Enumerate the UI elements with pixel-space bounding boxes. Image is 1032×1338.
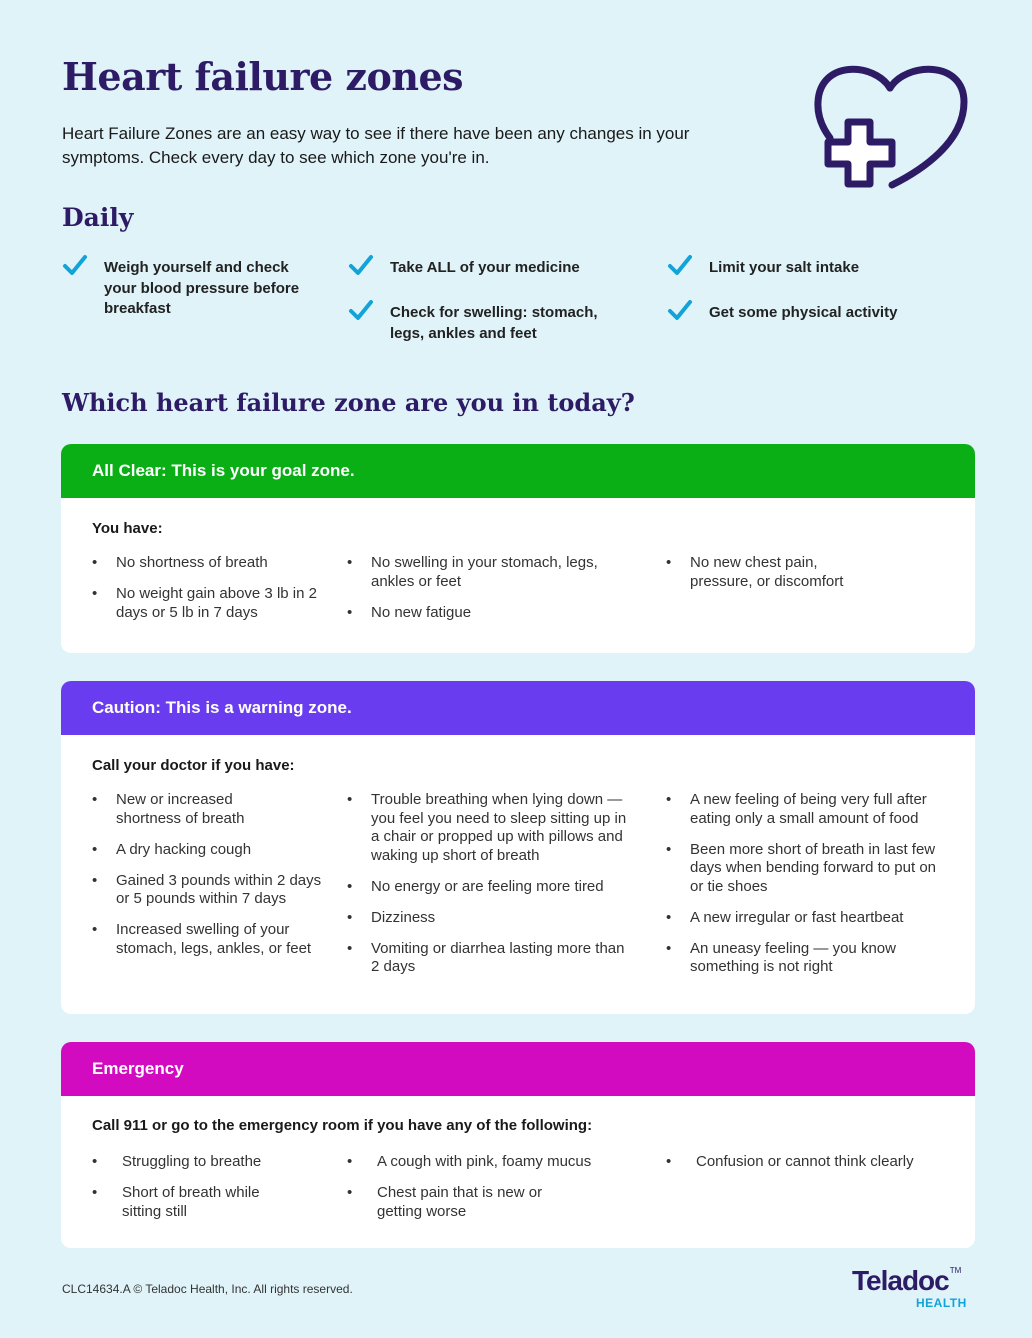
list-item: • Confusion or cannot think clearly <box>666 1153 956 1172</box>
zone-column <box>92 1153 302 1234</box>
list-item: • Dizziness <box>347 909 627 928</box>
checkmark-icon <box>348 299 374 321</box>
daily-item-activity <box>667 303 897 324</box>
zone-column <box>347 791 627 989</box>
list-item: • An uneasy feeling — you know something is not right <box>666 940 916 977</box>
checkmark-icon <box>62 254 88 276</box>
list-item: • Increased swelling of your stomach, legs, ankles, or feet <box>92 921 317 958</box>
list-item: • No energy or are feeling more tired <box>347 878 627 897</box>
list-item: • Chest pain that is new or getting worse <box>347 1184 547 1221</box>
daily-item-label: Take ALL of your medicine <box>390 259 580 276</box>
zone-column <box>347 554 617 635</box>
intro-text: Heart Failure Zones are an easy way to see if there have been any changes in your symptoms. Check every day to see which zone you're in. <box>62 124 690 167</box>
zone-card-emergency <box>61 1042 975 1248</box>
zone-question-heading: Which heart failure zone are you in today? <box>62 388 635 417</box>
zone-column <box>666 1153 956 1184</box>
list-item: • No swelling in your stomach, legs, ankles or feet <box>347 554 617 591</box>
list-item: • Been more short of breath in last few days when bending forward to put on or tie shoes <box>666 841 951 897</box>
zone-header: Emergency <box>61 1042 975 1096</box>
heart-plus-icon <box>812 58 970 190</box>
list-item: • No weight gain above 3 lb in 2 days or 5 lb in 7 days <box>92 585 322 622</box>
list-item: • No shortness of breath <box>92 554 322 573</box>
list-item: • A cough with pink, foamy mucus <box>347 1153 617 1172</box>
teladoc-logo <box>852 1266 982 1316</box>
logo-wordmark: Teladoc <box>852 1265 949 1296</box>
list-item: • A new irregular or fast heartbeat <box>666 909 951 928</box>
list-item: • No new fatigue <box>347 604 617 623</box>
list-item: • Gained 3 pounds within 2 days or 5 pounds within 7 days <box>92 872 324 909</box>
list-item: • New or increased shortness of breath <box>92 791 267 828</box>
zone-column <box>92 554 322 635</box>
daily-item-swelling <box>348 303 630 344</box>
daily-item-label: Check for swelling: stomach, legs, ankles and feet <box>390 304 598 342</box>
page-title: Heart failure zones <box>62 54 464 99</box>
zone-card-caution <box>61 681 975 1014</box>
list-item: • Struggling to breathe <box>92 1153 302 1172</box>
zone-column <box>92 791 324 971</box>
zone-column <box>666 791 951 989</box>
daily-item-label: Weigh yourself and check your blood pressure before breakfast <box>104 259 300 317</box>
zone-subheading: Call your doctor if you have: <box>92 757 295 774</box>
logo-trademark: TM <box>949 1266 962 1275</box>
checkmark-icon <box>348 254 374 276</box>
daily-item-medicine <box>348 258 580 279</box>
list-item: • A new feeling of being very full after eating only a small amount of food <box>666 791 951 828</box>
zone-subheading: You have: <box>92 520 163 537</box>
zone-card-all-clear <box>61 444 975 653</box>
daily-item-label: Get some physical activity <box>709 304 898 321</box>
daily-item-label: Limit your salt intake <box>709 259 860 276</box>
list-item: • Short of breath while sitting still <box>92 1184 282 1221</box>
list-item: • No new chest pain, pressure, or discomfort <box>666 554 866 591</box>
daily-item-salt <box>667 258 859 279</box>
zone-subheading: Call 911 or go to the emergency room if you have any of the following: <box>92 1117 593 1134</box>
zone-column <box>666 554 866 604</box>
checkmark-icon <box>667 299 693 321</box>
checkmark-icon <box>667 254 693 276</box>
zone-column <box>347 1153 617 1234</box>
zone-header: Caution: This is a warning zone. <box>61 681 975 735</box>
list-item: • A dry hacking cough <box>92 841 324 860</box>
logo-subtitle: HEALTH <box>916 1296 967 1310</box>
list-item: • Vomiting or diarrhea lasting more than 2 days <box>347 940 627 977</box>
zone-header: All Clear: This is your goal zone. <box>61 444 975 498</box>
daily-heading: Daily <box>62 203 134 232</box>
footer-copyright: CLC14634.A © Teladoc Health, Inc. All rights reserved. <box>62 1282 353 1296</box>
list-item: • Trouble breathing when lying down — you feel you need to sleep sitting up in a chair or propped up with pillows and waking up short of breath <box>347 791 627 865</box>
daily-item-weigh <box>62 258 304 320</box>
